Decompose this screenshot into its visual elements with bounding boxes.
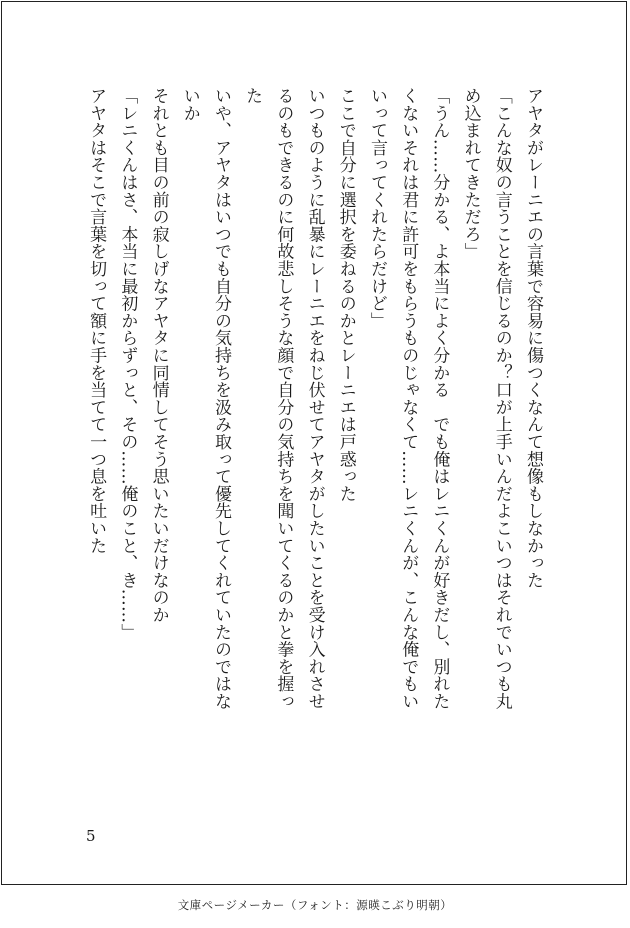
text-line: いや、アヤタはいつでも自分の気持ちを汲み取って優先してくれていたのではな <box>210 87 231 710</box>
text-line: いって言ってくれたらだけど」 <box>366 87 387 330</box>
text-line: 「レニくんはさ、本当に最初からずっと、その……俺のこと、き……」 <box>117 87 138 641</box>
text-line: くないそれは君に許可をもらうものじゃなくて……レニくんが、こんな俺でもい <box>398 87 419 710</box>
book-page <box>1 1 627 885</box>
text-line: アヤタはそこで言葉を切って額に手を当てて一つ息を吐いた <box>86 87 107 555</box>
vertical-text-body <box>80 87 548 710</box>
text-line: た <box>242 87 263 105</box>
footer-caption: 文庫ページメーカー（フォント：源暎こぶり明朝） <box>177 898 453 912</box>
text-line: 「こんな奴の言うことを信じるのか？口が上手いんだよこいつはそれでいつも丸 <box>491 87 512 710</box>
text-line: ここで自分に選択を委ねるのかとレーニエは戸惑った <box>335 87 356 503</box>
text-line: いつものように乱暴にレーニエをねじ伏せてアヤタがしたいことを受け入れさせ <box>304 87 325 710</box>
text-line: 「うん……分かる、よ本当によく分かる でも俺はレニくんが好きだし、別れた <box>429 87 450 710</box>
text-line: るのもできるのに何故悲しそうな顔で自分の気持ちを聞いてくるのかと拳を握っ <box>273 87 294 710</box>
text-line: それとも目の前の寂しげなアヤタに同情してそう思いたいだけなのか <box>148 87 169 624</box>
text-line: め込まれてきただろ」 <box>460 87 481 260</box>
text-line: アヤタがレーニエの言葉で容易に傷つくなんて想像もしなかった <box>523 87 543 589</box>
page-number: 5 <box>86 827 96 845</box>
text-line: いか <box>179 87 200 122</box>
